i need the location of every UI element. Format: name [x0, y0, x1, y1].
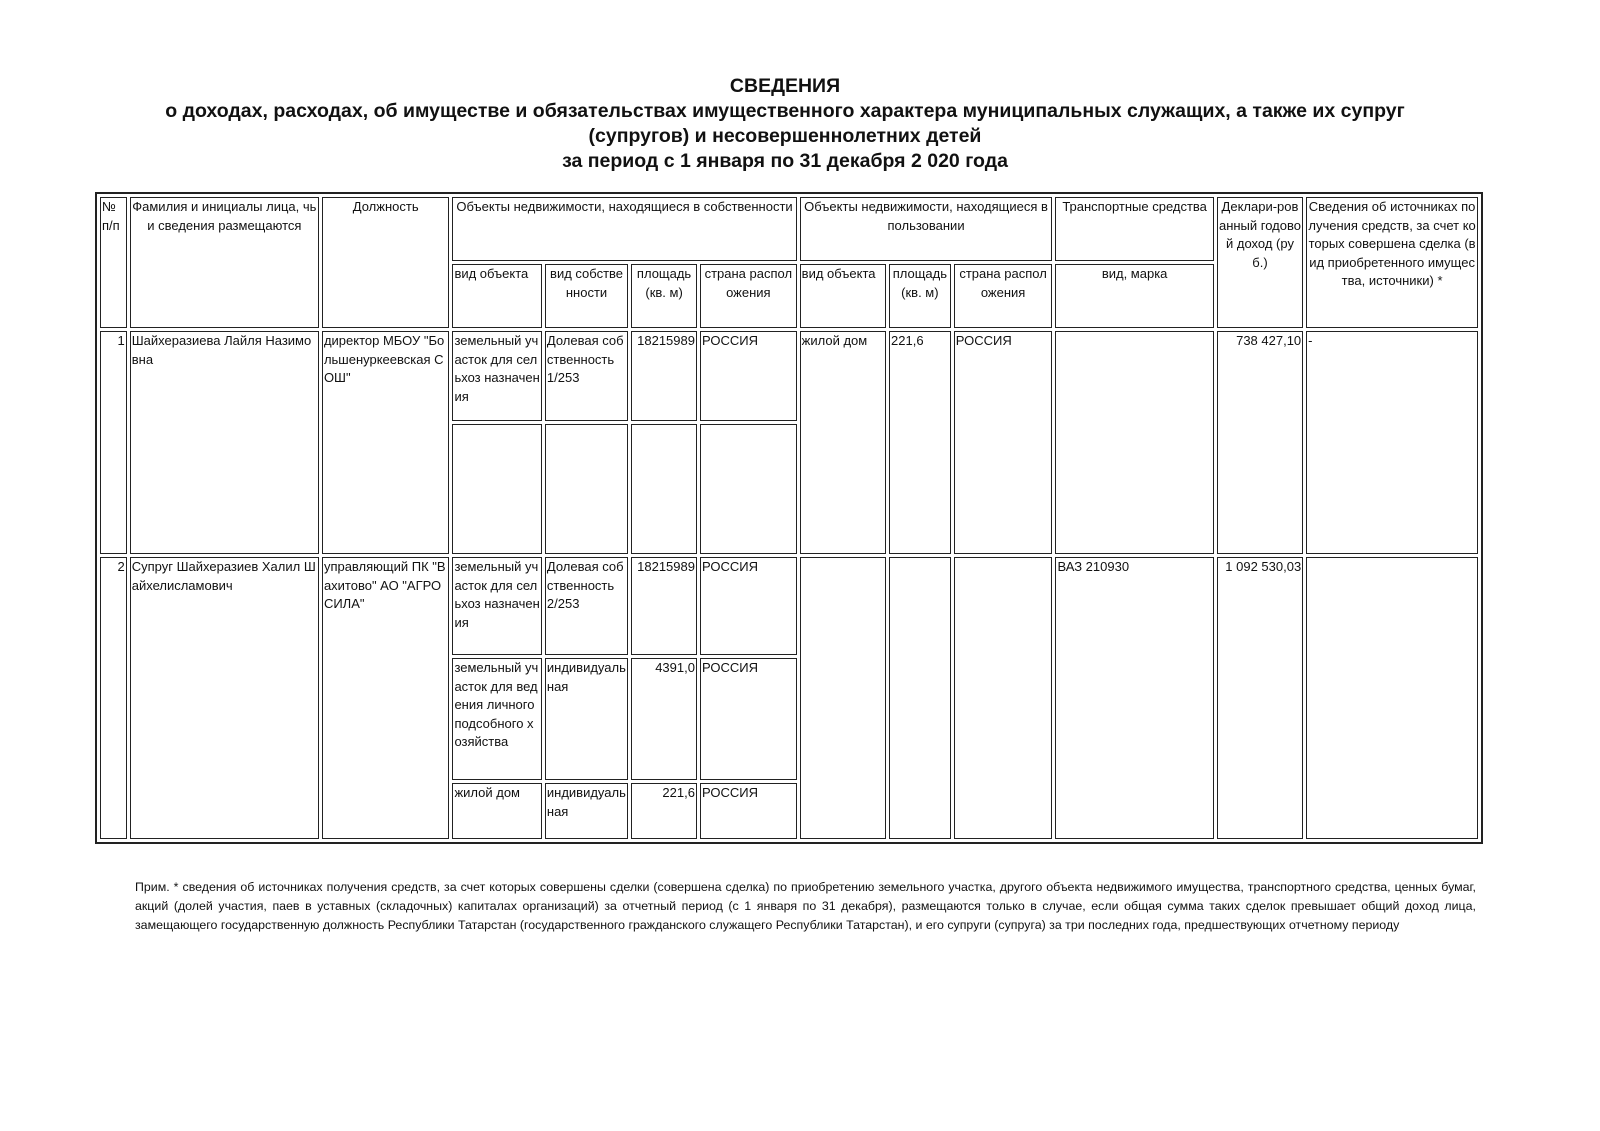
- owned-type: земельный участок для сельхоз назначения: [452, 557, 541, 655]
- used-country-empty: [954, 557, 1053, 839]
- row-num: 2: [100, 557, 127, 839]
- header-used-country: страна расположения: [954, 264, 1053, 328]
- document-title: [0, 74, 1570, 174]
- header-income: Деклари-рованный годовой доход (руб.): [1217, 197, 1303, 328]
- owned-country-empty: [700, 424, 797, 554]
- title-line-2: о доходах, расходах, об имуществе и обязательствах имущественного характера муниципальных служащих, а также их супруг: [165, 100, 1405, 122]
- owned-area-empty: [631, 424, 697, 554]
- used-country: РОССИЯ: [954, 331, 1053, 554]
- owned-ownership: Долевая собственность 2/253: [545, 557, 628, 655]
- header-owned-country: страна расположения: [700, 264, 797, 328]
- row-income: 1 092 530,03: [1217, 557, 1303, 839]
- header-owned-ownership: вид собственности: [545, 264, 628, 328]
- owned-area: 18215989: [631, 331, 697, 421]
- title-line-4: за период с 1 января по 31 декабря 2 020 года: [562, 150, 1008, 172]
- header-used-area: площадь (кв. м): [889, 264, 951, 328]
- owned-ownership: Долевая собственность 1/253: [545, 331, 628, 421]
- owned-country: РОССИЯ: [700, 658, 797, 780]
- row-name: Супруг Шайхеразиев Халил Шайхелисламович: [130, 557, 319, 839]
- row-num: 1: [100, 331, 127, 554]
- header-transport-kind: вид, марка: [1055, 264, 1213, 328]
- table-row: [100, 331, 1478, 421]
- row-sources: [1306, 557, 1478, 839]
- header-owned-area: площадь (кв. м): [631, 264, 697, 328]
- header-position: Должность: [322, 197, 450, 328]
- row-sources: -: [1306, 331, 1478, 554]
- header-owned-type: вид объекта: [452, 264, 541, 328]
- title-line-1: СВЕДЕНИЯ: [729, 75, 841, 97]
- owned-area: 221,6: [631, 783, 697, 839]
- owned-type: жилой дом: [452, 783, 541, 839]
- header-num: № п/п: [100, 197, 127, 328]
- title-line-3: (супругов) и несовершеннолетних детей: [588, 125, 982, 147]
- row-transport: [1055, 331, 1213, 554]
- header-used: Объекты недвижимости, находящиеся в пользовании: [800, 197, 1053, 261]
- owned-ownership: индивидуальная: [545, 783, 628, 839]
- owned-ownership-empty: [545, 424, 628, 554]
- owned-area: 4391,0: [631, 658, 697, 780]
- row-name: Шайхеразиева Лайля Назимовна: [130, 331, 319, 554]
- owned-ownership: индивидуальная: [545, 658, 628, 780]
- owned-area: 18215989: [631, 557, 697, 655]
- used-type: жилой дом: [800, 331, 886, 554]
- row-income: 738 427,10: [1217, 331, 1303, 554]
- header-transport: Транспортные средства: [1055, 197, 1213, 261]
- used-area-empty: [889, 557, 951, 839]
- header-row: [100, 197, 1478, 261]
- header-name: Фамилия и инициалы лица, чьи сведения размещаются: [130, 197, 319, 328]
- header-owned: Объекты недвижимости, находящиеся в собственности: [452, 197, 796, 261]
- footnote: Прим. * сведения об источниках получения средств, за счет которых совершены сделки (совершена сделка) по приобретению земельного участка, другого объекта недвижимого имущества, транспортного средства, ценных бумаг, акций (долей участия, паев в уставных (складочных) капиталах организаций) за отчетный период (с 1 января по 31 декабря), размещаются только в случае, если общая сумма таких сделок превышает общий доход лица, замещающего государственную должность Республики Татарстан (государственного гражданского служащего Республики Татарстан), и его супруги (супруга) за три последних года, предшествующих отчетному периоду: [135, 880, 1476, 932]
- owned-country: РОССИЯ: [700, 557, 797, 655]
- row-position: директор МБОУ "Большенуркеевская СОШ": [322, 331, 450, 554]
- used-type-empty: [800, 557, 886, 839]
- declaration-table: [95, 192, 1483, 844]
- row-transport: ВАЗ 210930: [1055, 557, 1213, 839]
- owned-country: РОССИЯ: [700, 331, 797, 421]
- header-used-type: вид объекта: [800, 264, 886, 328]
- header-sources: Сведения об источниках получения средств, за счет которых совершена сделка (вид приобретенного имущества, источники) *: [1306, 197, 1478, 328]
- row-position: управляющий ПК "Вахитово" АО "АГРОСИЛА": [322, 557, 450, 839]
- table-row: [100, 557, 1478, 655]
- used-area: 221,6: [889, 331, 951, 554]
- owned-country: РОССИЯ: [700, 783, 797, 839]
- owned-type-empty: [452, 424, 541, 554]
- owned-type: земельный участок для сельхоз назначения: [452, 331, 541, 421]
- owned-type: земельный участок для ведения личного подсобного хозяйства: [452, 658, 541, 780]
